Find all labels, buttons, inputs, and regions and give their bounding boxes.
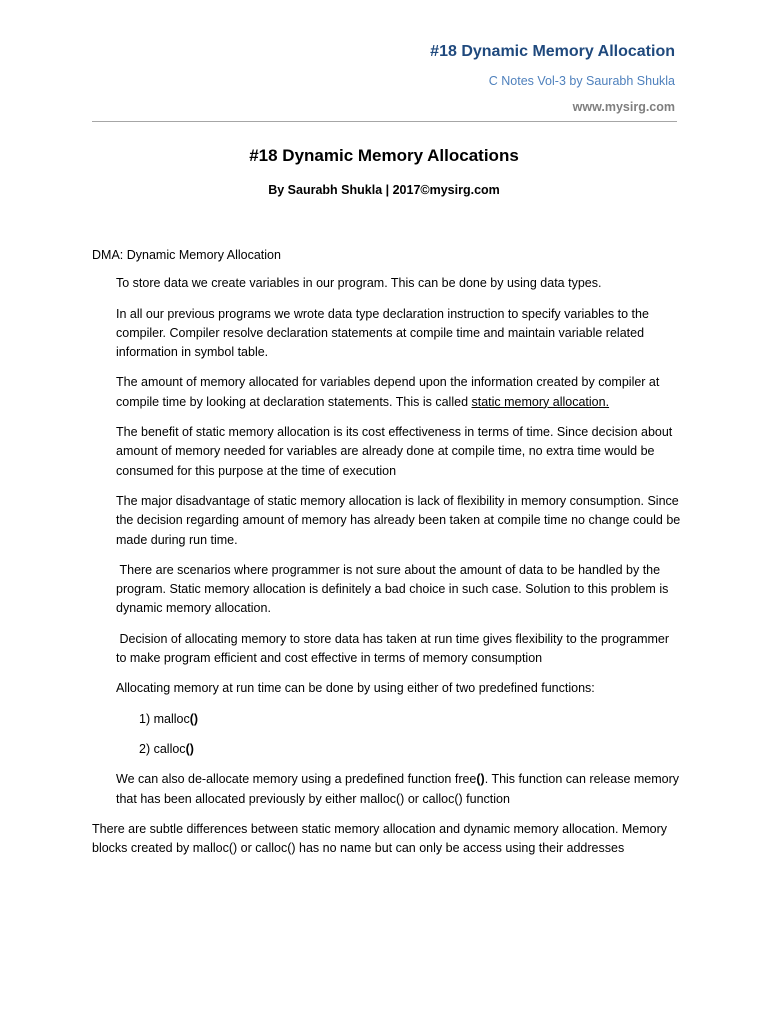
paragraph-1: To store data we create variables in our program. This can be done by using data types. (116, 276, 602, 291)
function-name: calloc (153, 741, 186, 756)
free-parens: () (476, 772, 485, 787)
paragraph-10: There are subtle differences between static memory allocation and dynamic memory allocation. Memory blocks created by malloc() or calloc() has no name but can only be access using their addresses (92, 821, 668, 856)
paragraph-2: In all our previous programs we wrote data type declaration instruction to specify variables to the compiler. Compiler resolve declaration statements at compile time and maintain variable related information in symbol table. (116, 306, 649, 360)
header-subtitle: C Notes Vol-3 by Saurabh Shukla (488, 74, 675, 88)
document-body (92, 246, 682, 869)
paragraph-6: There are scenarios where programmer is not sure about the amount of data to be handled by the program. Static memory allocation is definitely a bad choice in such case. Solution to this problem is dynamic memory allocation. (116, 562, 672, 616)
paragraph-4: The benefit of static memory allocation is its cost effectiveness in terms of time. Since decision about amount of memory needed for variables are already done at compile time, no extra time would be consumed for this purpose at the time of execution (116, 425, 673, 478)
section-heading: DMA: Dynamic Memory Allocation (92, 248, 281, 262)
list-item-malloc (139, 710, 682, 729)
header-title: #18 Dynamic Memory Allocation (430, 43, 675, 60)
list-item-calloc (139, 740, 682, 759)
list-item-number: 1) (139, 711, 154, 726)
paragraph-3-text: The amount of memory allocated for variables depend upon the information created by compiler at compile time by looking at declaration statements. This is called (116, 375, 660, 409)
paragraph-7: Decision of allocating memory to store data has taken at run time gives flexibility to the programmer to make program efficient and cost effective in terms of memory consumption (116, 631, 673, 666)
document-byline: By Saurabh Shukla | 2017©mysirg.com (268, 183, 500, 197)
paragraph-9-text: We can also de-allocate memory using a predefined function free (116, 772, 477, 787)
paragraph-8: Allocating memory at run time can be done by using either of two predefined functions: (116, 681, 595, 696)
static-memory-allocation-term: static memory allocation. (471, 394, 610, 409)
paragraph-3 (116, 373, 682, 412)
function-parens: () (189, 711, 199, 726)
function-name: malloc (153, 711, 190, 726)
document-title: #18 Dynamic Memory Allocations (249, 146, 519, 165)
header-divider (92, 121, 677, 122)
function-parens: () (185, 741, 194, 756)
paragraph-9 (116, 770, 682, 809)
list-item-number: 2) (139, 741, 154, 756)
header-url: www.mysirg.com (572, 100, 675, 114)
paragraph-5: The major disadvantage of static memory allocation is lack of flexibility in memory consumption. Since the decision regarding amount of memory has already been taken at compile time no change could be made during run time. (116, 493, 681, 547)
paragraph-9-rest: . This function can release memory that has been allocated previously by either malloc() or calloc() function (116, 772, 680, 806)
